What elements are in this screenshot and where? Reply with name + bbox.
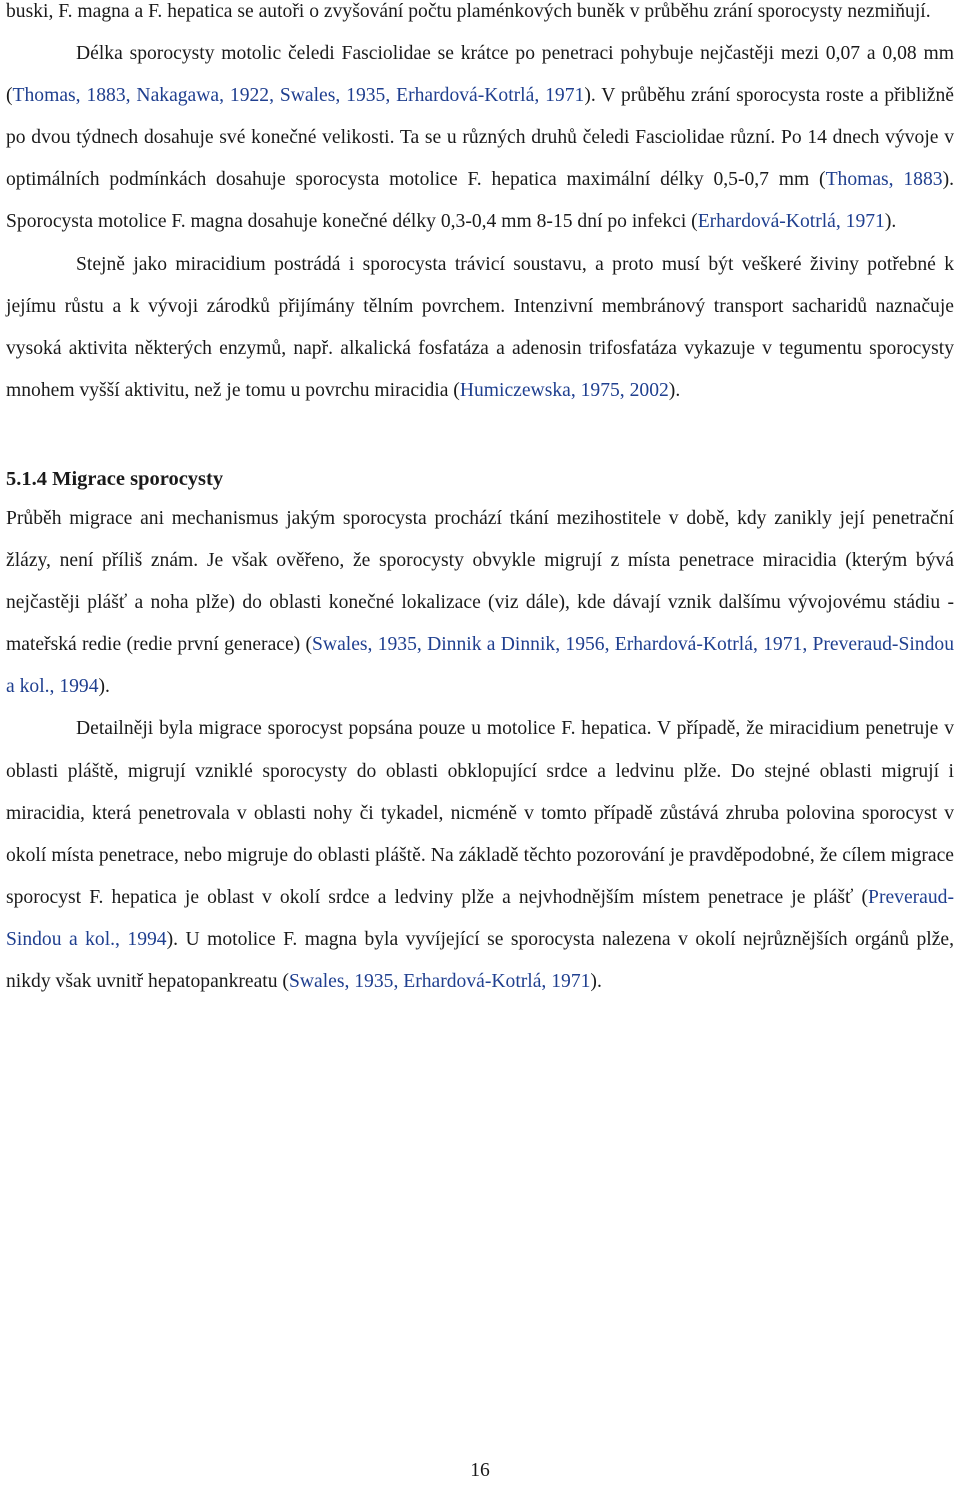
- paragraph-migration: [6, 498, 954, 708]
- paragraph-nutrition: [6, 244, 954, 412]
- text-segment: ).: [590, 970, 602, 992]
- page-number: 16: [470, 1460, 490, 1481]
- document-page: [6, 0, 954, 1003]
- section-heading: 5.1.4 Migrace sporocysty: [6, 467, 224, 490]
- text-segment: Délka sporocysty motolic čeledi Fasciolidae se krátce po penetraci pohybuje nejčastěji mezi 0,07 a 0,08 mm (: [6, 43, 954, 107]
- text-segment: ). V průběhu zrání sporocysta roste a přibližně po dvou týdnech dosahuje své konečné velikosti. Ta se u různých druhů čeledi Fasciolidae různí. Po 14 dnech vývoje v optimálních podmínkách dosahuje sporocysta motolice F. hepatica maximální délky 0,5-0,7 mm (: [6, 85, 955, 191]
- paragraph-intro: buski, F. magna a F. hepatica se autoři o zvyšování počtu plaménkových buněk v průběhu zrání sporocysty nezmiňují.: [6, 1, 931, 22]
- citation: Preveraud-Sindou a kol., 1994: [6, 886, 954, 950]
- text-segment: ).: [884, 211, 897, 233]
- citation: Thomas, 1883: [825, 169, 943, 191]
- text-segment: ). U motolice F. magna byla vyvíjející se sporocysta nalezena v okolí nejrůznějších orgánů plže, nikdy však uvnitř hepatopankreatu (: [6, 928, 954, 992]
- text-segment: ). Sporocysta motolice F. magna dosahuje konečné délky 0,3-0,4 mm 8-15 dní po infekci (: [6, 169, 955, 233]
- citation: Erhardová-Kotrlá, 1971: [697, 211, 885, 233]
- citation: Swales, 1935, Dinnik a Dinnik, 1956, Erhardová-Kotrlá, 1971, Preveraud-Sindou a kol., 1994: [6, 634, 954, 698]
- text-segment: ).: [98, 676, 110, 698]
- paragraph-sporocyst-length: [6, 33, 954, 243]
- citation: Swales, 1935, Erhardová-Kotrlá, 1971: [288, 970, 591, 992]
- text-segment: Stejně jako miracidium postrádá i sporocysta trávicí soustavu, a proto musí být veškeré živiny potřebné k jejímu růstu a k vývoji zárodků přijímány tělním povrchem. Intenzivní membránový transport sacharidů naznačuje vysoká aktivita některých enzymů, např. alkalická fosfatáza a adenosin trifosfatáza vykazuje v tegumentu sporocysty mnohem vyšší aktivitu, než je tomu u povrchu miracidia (: [6, 253, 954, 401]
- text-segment: Detailněji byla migrace sporocyst popsána pouze u motolice F. hepatica. V případě, že miracidium penetruje v oblasti pláště, migrují vzniklé sporocysty do oblasti obklopující srdce a ledvinu plže. Do stejné oblasti migrují i miracidia, která penetrovala v oblasti nohy či tykadel, nicméně v tomto případě zůstává zhruba polovina sporocyst v okolí místa penetrace, nebo migruje do oblasti pláště. Na základě těchto pozorování je pravděpodobné, že cílem migrace sporocyst F. hepatica je oblast v okolí srdce a ledviny plže a nejvhodnějším místem penetrace je plášť (: [6, 718, 954, 908]
- text-segment: Průběh migrace ani mechanismus jakým sporocysta prochází tkání mezihostitele v době, kdy zanikly její penetrační žlázy, není příliš znám. Je však ověřeno, že sporocysty obvykle migrují z místa penetrace miracidia (kterým bývá nejčastěji plášť a noha plže) do oblasti konečné lokalizace (viz dále), kde dávají vznik dalšímu vývojovému stádiu - mateřská redie (redie první generace) (: [6, 507, 954, 656]
- paragraph-migration-detail: [6, 708, 954, 1003]
- text-segment: ).: [668, 379, 681, 401]
- citation: Humiczewska, 1975, 2002: [459, 379, 669, 401]
- citation: Thomas, 1883, Nakagawa, 1922, Swales, 1935, Erhardová-Kotrlá, 1971: [12, 85, 585, 107]
